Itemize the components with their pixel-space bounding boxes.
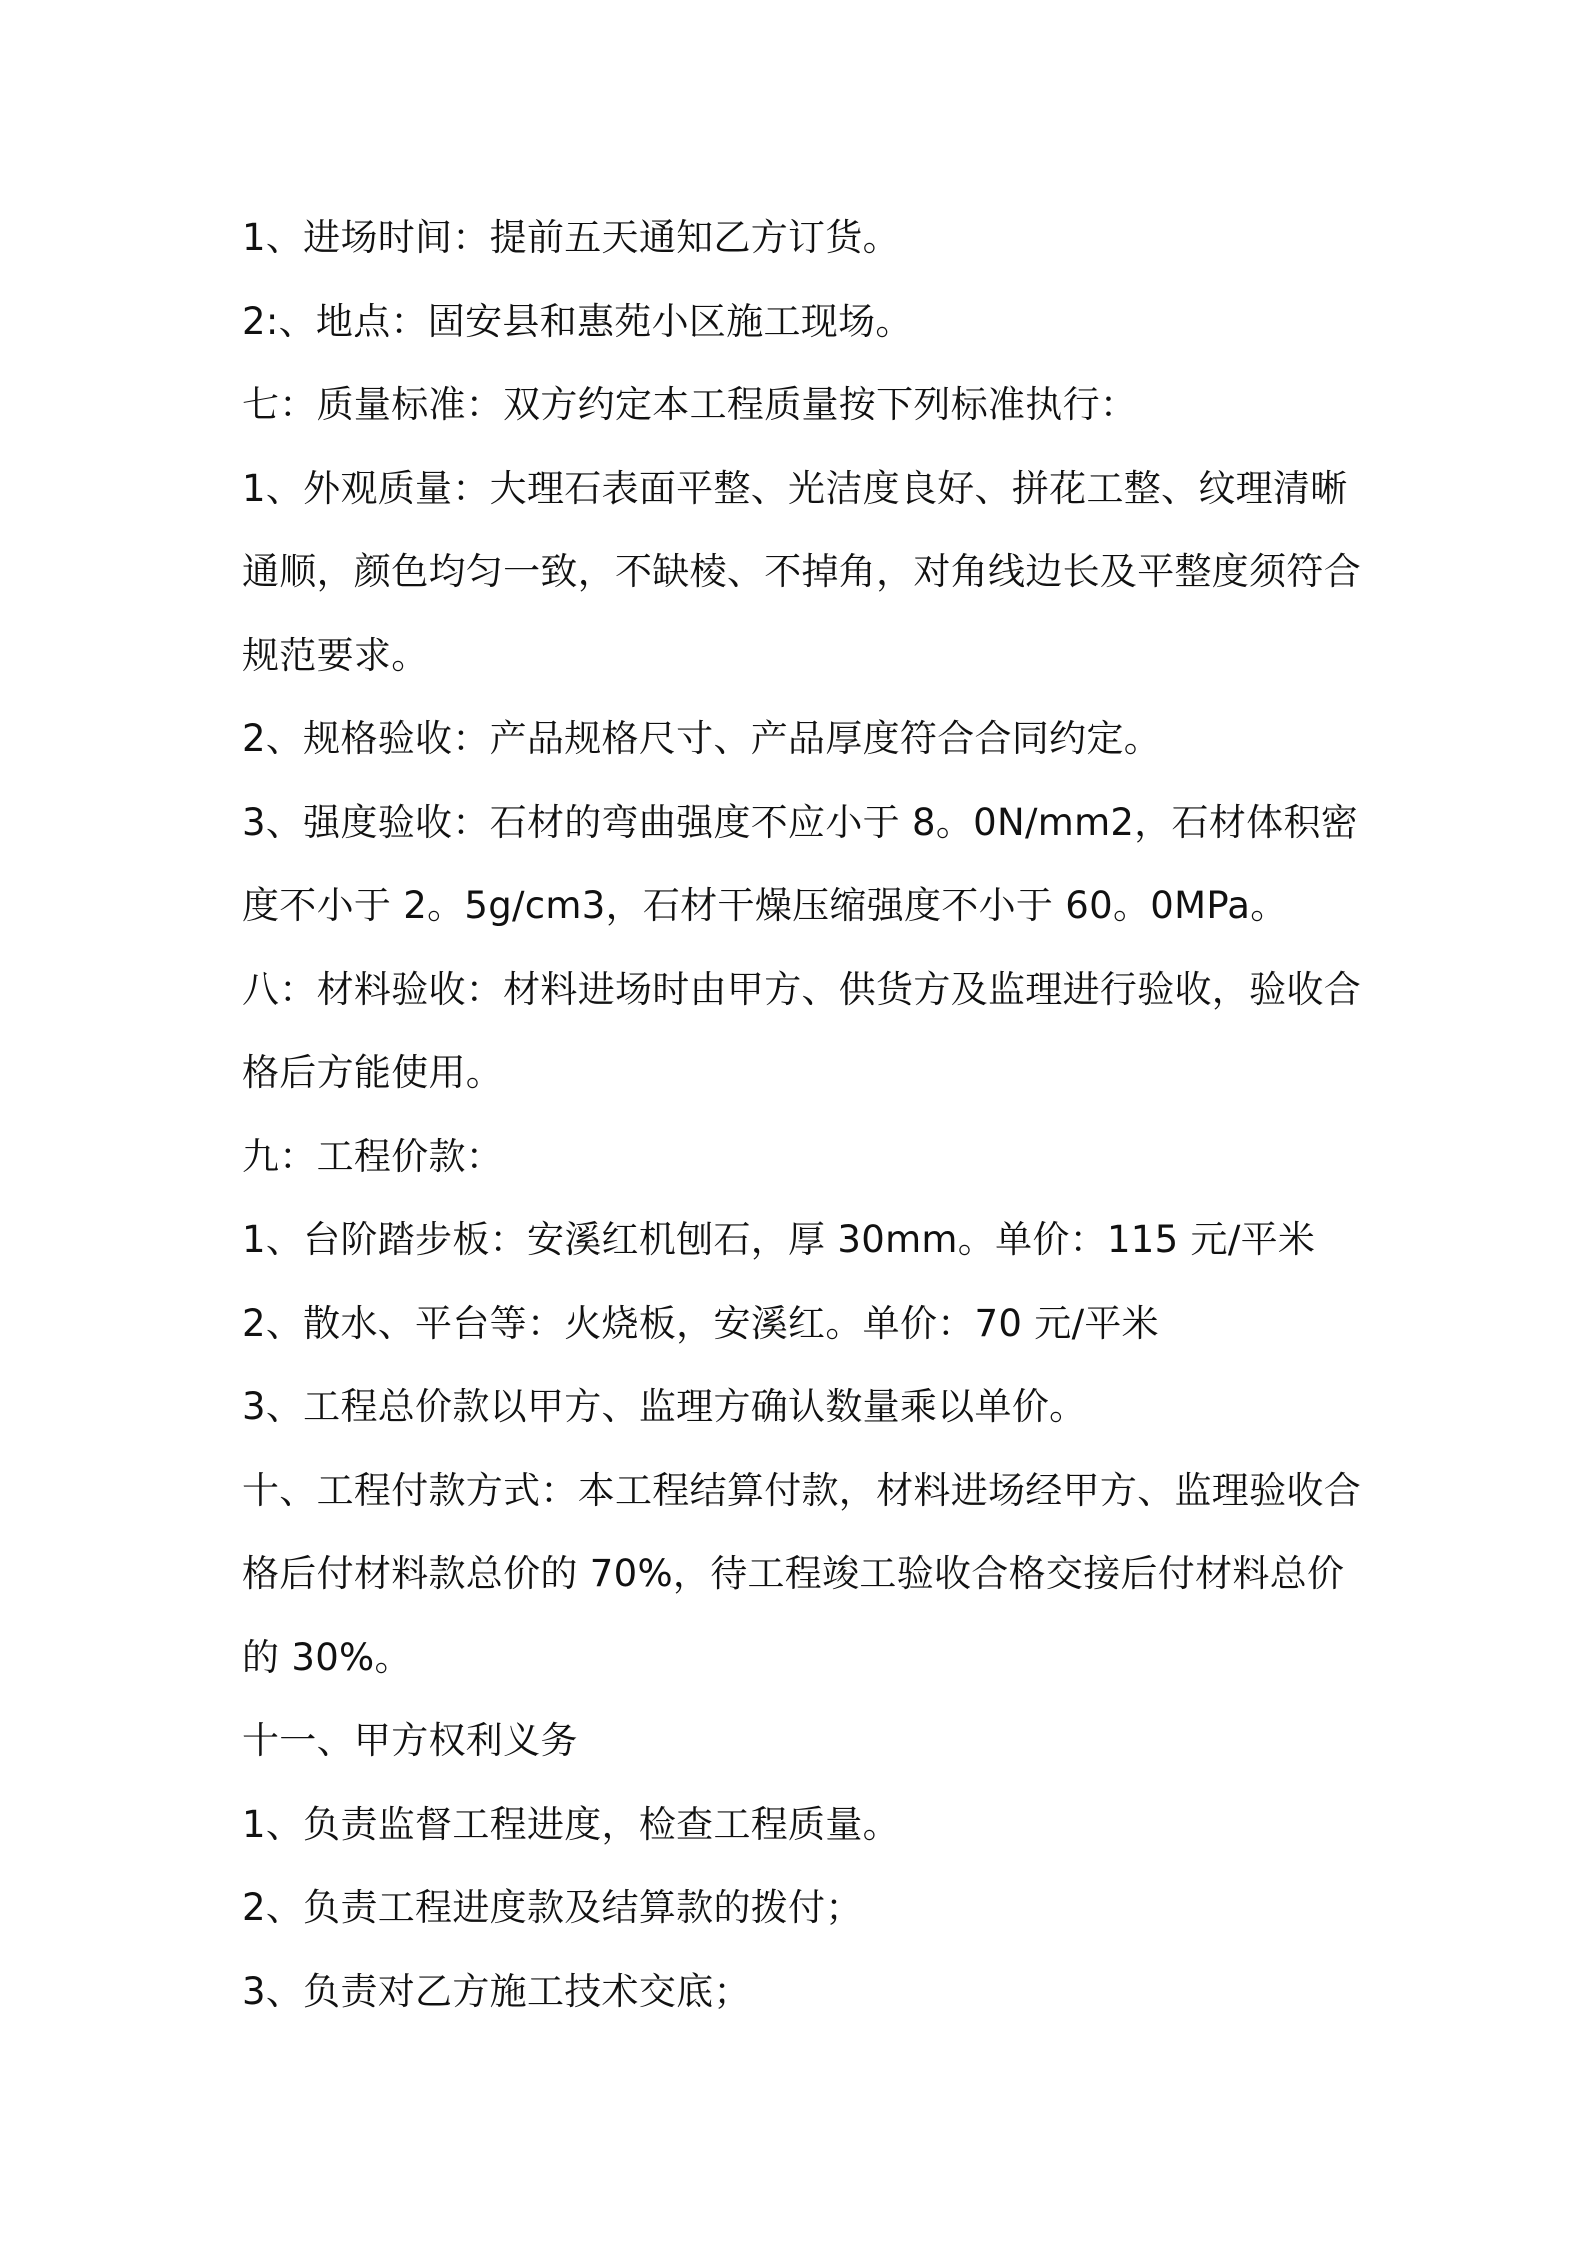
section-heading: 九：工程价款： (242, 1134, 504, 1178)
text-line: 2、负责工程进度款及结算款的拨付； (242, 1886, 863, 1929)
text-line: 1、负责监督工程进度，检查工程质量。 (242, 1802, 900, 1846)
text-line: 3、工程总价款以甲方、监理方确认数量乘以单价。 (242, 1385, 1087, 1428)
text-line: 的 30%。 (242, 1635, 412, 1679)
section-heading: 八：材料验收：材料进场时由甲方、供货方及监理进行验收，验收合 (242, 967, 1361, 1011)
text-line: 3、强度验收：石材的弯曲强度不应小于 8。0N/mm2，石材体积密 (242, 800, 1359, 844)
text-line: 规范要求。 (242, 633, 429, 677)
text-line: 2、散水、平台等：火烧板，安溪红。单价：70 元/平米 (242, 1301, 1159, 1345)
text-line: 通顺，颜色均匀一致，不缺棱、不掉角，对角线边长及平整度须符合 (242, 550, 1361, 593)
text-line: 1、台阶踏步板：安溪红机刨石，厚 30mm。单价：115 元/平米 (242, 1218, 1316, 1261)
section-heading: 七：质量标准：双方约定本工程质量按下列标准执行： (242, 383, 1138, 426)
section-heading: 十、工程付款方式：本工程结算付款，材料进场经甲方、监理验收合 (242, 1468, 1361, 1512)
document-body (242, 196, 1372, 2033)
text-line: 度不小于 2。5g/cm3，石材干燥压缩强度不小于 60。0MPa。 (242, 884, 1288, 927)
section-heading: 十一、甲方权利义务 (242, 1719, 578, 1762)
text-line: 1、进场时间：提前五天通知乙方订货。 (242, 216, 900, 259)
text-line: 3、负责对乙方施工技术交底； (242, 1969, 751, 2013)
text-line: 2、规格验收：产品规格尺寸、产品厚度符合合同约定。 (242, 717, 1162, 760)
text-line: 格后付材料款总价的 70%，待工程竣工验收合格交接后付材料总价 (242, 1552, 1345, 1595)
text-line: 2:、地点：固安县和惠苑小区施工现场。 (242, 299, 913, 343)
text-line: 1、外观质量：大理石表面平整、光洁度良好、拼花工整、纹理清晰 (242, 466, 1348, 510)
text-line: 格后方能使用。 (242, 1051, 504, 1094)
